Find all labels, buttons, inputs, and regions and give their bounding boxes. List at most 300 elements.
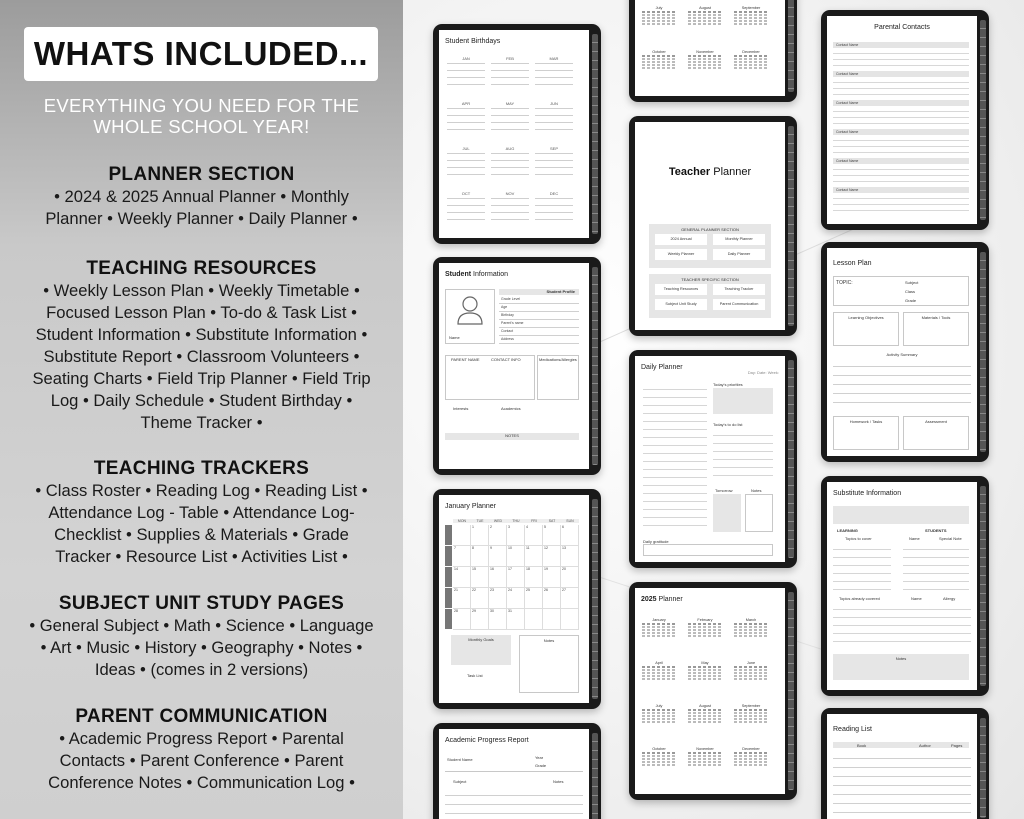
day-dot xyxy=(698,718,701,720)
notes-box xyxy=(745,494,773,532)
mini-calendar xyxy=(641,50,677,69)
day-dot xyxy=(739,632,742,634)
weekday-label: SAT xyxy=(543,519,561,523)
day-dot xyxy=(667,58,670,60)
mini-calendar xyxy=(641,6,677,25)
date-label: Day: Date: Week: xyxy=(747,370,779,375)
write-line xyxy=(447,77,485,78)
contact-line xyxy=(833,175,969,176)
tab-strip xyxy=(788,592,794,790)
day-dot xyxy=(688,666,691,668)
day-dot xyxy=(734,758,737,760)
day-dot xyxy=(672,17,675,19)
day-dots xyxy=(687,623,723,637)
month-label: SEP xyxy=(549,146,558,151)
day-dot xyxy=(662,635,665,637)
day-dot xyxy=(647,669,650,671)
section-line: Planner • Weekly Planner • Daily Planner • xyxy=(45,209,358,228)
day-dot xyxy=(672,632,675,634)
write-line xyxy=(535,115,573,116)
day-dot xyxy=(652,678,655,680)
day-dot xyxy=(749,721,752,723)
day-dot xyxy=(749,623,752,625)
section-line: Substitute Report • Classroom Volunteers • xyxy=(43,347,360,366)
field-label: Birthday xyxy=(501,313,514,317)
day-dot xyxy=(708,675,711,677)
day-dot xyxy=(672,58,675,60)
allergy-label: Allergy xyxy=(943,596,956,601)
day-cell: 15 xyxy=(471,567,489,588)
day-dot xyxy=(759,709,762,711)
nav-button: Subject Unit Study xyxy=(655,299,707,310)
day-dot xyxy=(739,712,742,714)
day-dot xyxy=(657,623,660,625)
day-dot xyxy=(662,17,665,19)
day-dots xyxy=(641,623,677,637)
day-dot xyxy=(713,669,716,671)
day-dot xyxy=(642,61,645,63)
month-name: April xyxy=(655,661,663,665)
day-dot xyxy=(759,632,762,634)
day-dot xyxy=(642,635,645,637)
day-dot xyxy=(713,666,716,668)
mini-calendar xyxy=(641,747,677,766)
day-cell: 11 xyxy=(525,546,543,567)
day-dot xyxy=(662,755,665,757)
contact-line xyxy=(833,181,969,182)
day-dot xyxy=(734,718,737,720)
day-dot xyxy=(642,715,645,717)
month-name: September xyxy=(741,6,761,10)
day-dot xyxy=(667,626,670,628)
section-header: TEACHER SPECIFIC SECTION xyxy=(681,277,739,282)
day-dot xyxy=(698,23,701,25)
day-dot xyxy=(739,666,742,668)
day-dot xyxy=(734,672,737,674)
contact-line xyxy=(833,152,969,153)
day-cell: 17 xyxy=(507,567,525,588)
mini-calendar xyxy=(733,618,769,637)
day-dot xyxy=(652,61,655,63)
day-dot xyxy=(708,709,711,711)
day-dot xyxy=(647,672,650,674)
day-dot xyxy=(749,715,752,717)
day-dot xyxy=(703,761,706,763)
day-dot xyxy=(662,709,665,711)
day-dot xyxy=(759,718,762,720)
day-dot xyxy=(764,635,767,637)
students-label: STUDENTS xyxy=(925,528,947,533)
tab-strip xyxy=(592,34,598,234)
day-dot xyxy=(744,666,747,668)
day-dot xyxy=(744,23,747,25)
day-cell: 2 xyxy=(489,525,507,546)
day-dot xyxy=(662,626,665,628)
tab-strip xyxy=(592,733,598,819)
day-dot xyxy=(693,758,696,760)
day-dot xyxy=(739,672,742,674)
col-label: CONTACT INFO xyxy=(491,357,521,362)
day-dot xyxy=(744,715,747,717)
day-cell: 27 xyxy=(561,588,579,609)
day-dot xyxy=(647,626,650,628)
day-dot xyxy=(764,669,767,671)
day-dot xyxy=(693,17,696,19)
day-dot xyxy=(693,55,696,57)
day-dot xyxy=(739,17,742,19)
day-dot xyxy=(744,61,747,63)
section-line: • Art • Music • History • Geography • Notes • xyxy=(40,638,363,657)
day-dot xyxy=(642,58,645,60)
name-label: Name xyxy=(449,335,460,340)
day-dot xyxy=(667,761,670,763)
day-dot xyxy=(703,718,706,720)
day-dot xyxy=(647,61,650,63)
grade-label: Grade xyxy=(535,763,547,768)
day-dot xyxy=(652,666,655,668)
week-marker xyxy=(445,609,452,629)
col-label: Author xyxy=(919,743,931,748)
day-dot xyxy=(647,635,650,637)
day-dot xyxy=(739,715,742,717)
day-dot xyxy=(662,669,665,671)
subtitle xyxy=(10,95,393,137)
day-dot xyxy=(672,55,675,57)
day-dot xyxy=(672,715,675,717)
day-dot xyxy=(667,623,670,625)
write-line xyxy=(535,160,573,161)
tablet-parental-contacts xyxy=(821,10,989,230)
day-dot xyxy=(744,64,747,66)
field-line xyxy=(499,303,579,304)
write-line xyxy=(491,129,529,130)
section-parent-communication xyxy=(8,705,395,794)
tablet-screen xyxy=(635,0,785,96)
day-dot xyxy=(657,635,660,637)
notes-label: NOTES xyxy=(505,433,519,438)
day-dot xyxy=(703,709,706,711)
day-dot xyxy=(662,58,665,60)
write-line xyxy=(491,122,529,123)
day-dot xyxy=(749,678,752,680)
day-dot xyxy=(688,64,691,66)
day-dot xyxy=(652,626,655,628)
tablet-annual-top xyxy=(629,0,797,102)
assessment-label: Assessment xyxy=(925,419,947,424)
month-label: JUN xyxy=(550,101,558,106)
day-dot xyxy=(688,629,691,631)
day-dot xyxy=(688,672,691,674)
day-dot xyxy=(749,632,752,634)
day-dot xyxy=(662,718,665,720)
write-line xyxy=(447,63,485,64)
mini-calendar xyxy=(733,704,769,723)
write-line xyxy=(491,167,529,168)
day-dot xyxy=(662,14,665,16)
day-dot xyxy=(667,709,670,711)
day-dot xyxy=(672,761,675,763)
day-dot xyxy=(759,11,762,13)
section-line: Conference Notes • Communication Log • xyxy=(48,773,355,792)
day-dot xyxy=(662,23,665,25)
day-dot xyxy=(764,58,767,60)
nav-button: Daily Planner xyxy=(713,249,765,260)
tab-strip xyxy=(592,499,598,699)
section-heading: TEACHING TRACKERS xyxy=(93,458,310,479)
write-line xyxy=(491,153,529,154)
day-dot xyxy=(764,20,767,22)
day-dot xyxy=(652,715,655,717)
day-dot xyxy=(652,635,655,637)
page-heading: Lesson Plan xyxy=(833,260,872,267)
day-dot xyxy=(734,761,737,763)
day-dots xyxy=(641,666,677,680)
topic-label: TOPIC: xyxy=(836,280,853,286)
day-dot xyxy=(693,64,696,66)
day-dot xyxy=(754,623,757,625)
weekday-label: TUE xyxy=(471,519,489,523)
day-cell: 29 xyxy=(471,609,489,630)
day-dot xyxy=(713,678,716,680)
day-dot xyxy=(713,718,716,720)
tablet-teacher-planner xyxy=(629,116,797,336)
tablet-screen xyxy=(827,16,977,224)
day-dot xyxy=(657,675,660,677)
name-label: Name xyxy=(909,536,920,541)
day-dot xyxy=(754,764,757,766)
field-label: Address xyxy=(501,337,514,341)
section-line: • Academic Progress Report • Parental xyxy=(59,729,344,748)
month-name: November xyxy=(696,747,714,751)
contact-line xyxy=(833,198,969,199)
page-title: WHATS INCLUDED... xyxy=(24,27,378,81)
tablet-screen xyxy=(827,482,977,690)
day-dot xyxy=(713,58,716,60)
day-dot xyxy=(713,623,716,625)
day-dot xyxy=(713,61,716,63)
day-dot xyxy=(713,764,716,766)
day-dot xyxy=(718,675,721,677)
mini-calendar xyxy=(733,6,769,25)
day-dot xyxy=(703,635,706,637)
field-label: Grade Level xyxy=(501,297,521,301)
day-dot xyxy=(708,64,711,66)
day-dot xyxy=(698,632,701,634)
write-line xyxy=(491,205,529,206)
tablet-reading-list xyxy=(821,708,989,819)
day-dot xyxy=(749,761,752,763)
day-dot xyxy=(764,712,767,714)
day-dot xyxy=(739,58,742,60)
day-dot xyxy=(698,20,701,22)
day-dot xyxy=(672,20,675,22)
write-line xyxy=(491,84,529,85)
day-dot xyxy=(703,632,706,634)
day-dot xyxy=(744,761,747,763)
day-dot xyxy=(764,678,767,680)
section-line: Ideas • (comes in 2 versions) xyxy=(94,660,309,679)
day-dot xyxy=(739,718,742,720)
day-dot xyxy=(688,669,691,671)
day-dot xyxy=(739,55,742,57)
day-dot xyxy=(759,666,762,668)
day-dot xyxy=(739,626,742,628)
day-dot xyxy=(698,14,701,16)
day-dot xyxy=(657,14,660,16)
day-dot xyxy=(754,709,757,711)
day-dot xyxy=(693,715,696,717)
tab-strip xyxy=(980,486,986,686)
reading-rows xyxy=(833,750,971,819)
day-dot xyxy=(754,721,757,723)
day-dot xyxy=(754,11,757,13)
day-dot xyxy=(693,14,696,16)
day-dot xyxy=(713,752,716,754)
day-dot xyxy=(739,709,742,711)
tab-strip xyxy=(980,718,986,818)
day-dot xyxy=(759,623,762,625)
day-dot xyxy=(693,712,696,714)
write-line xyxy=(491,115,529,116)
tablet-daily-planner xyxy=(629,350,797,568)
day-dot xyxy=(734,678,737,680)
day-dot xyxy=(759,67,762,69)
day-dot xyxy=(764,761,767,763)
day-dot xyxy=(734,626,737,628)
name-label: Name xyxy=(911,596,922,601)
month-name: October xyxy=(652,747,666,751)
day-dot xyxy=(657,58,660,60)
day-cell: 28 xyxy=(453,609,471,630)
day-cell: 23 xyxy=(489,588,507,609)
activity-label: Activity Summary xyxy=(886,352,918,357)
day-dot xyxy=(657,755,660,757)
day-dot xyxy=(759,23,762,25)
day-dot xyxy=(703,14,706,16)
day-dot xyxy=(688,635,691,637)
day-dot xyxy=(754,67,757,69)
day-dot xyxy=(652,632,655,634)
day-dot xyxy=(754,715,757,717)
col-label: Pages xyxy=(951,743,963,748)
day-dot xyxy=(764,709,767,711)
day-dot xyxy=(718,752,721,754)
day-dot xyxy=(749,709,752,711)
day-dot xyxy=(718,67,721,69)
day-dot xyxy=(657,712,660,714)
day-dot xyxy=(759,669,762,671)
day-dot xyxy=(703,623,706,625)
tomorrow-label: Tomorrow xyxy=(715,488,733,493)
notes-label: Notes xyxy=(895,656,907,661)
subtitle-line: WHOLE SCHOOL YEAR! xyxy=(93,116,310,137)
day-dot xyxy=(647,715,650,717)
write-line xyxy=(535,84,573,85)
day-dot xyxy=(764,758,767,760)
day-dot xyxy=(688,61,691,63)
reading-header xyxy=(833,742,969,748)
week-marker xyxy=(445,546,452,566)
day-dot xyxy=(698,672,701,674)
day-dot xyxy=(754,666,757,668)
day-dot xyxy=(749,626,752,628)
day-dot xyxy=(688,758,691,760)
weekday-label: MON xyxy=(453,519,471,523)
day-dot xyxy=(667,17,670,19)
day-dot xyxy=(647,17,650,19)
day-dot xyxy=(657,666,660,668)
day-dot xyxy=(759,17,762,19)
day-dot xyxy=(698,61,701,63)
field-label: Parent's name xyxy=(501,321,524,325)
day-dot xyxy=(744,672,747,674)
day-dot xyxy=(718,17,721,19)
day-dot xyxy=(667,721,670,723)
day-dot xyxy=(672,64,675,66)
month-label: FEB xyxy=(506,56,514,61)
day-dot xyxy=(754,718,757,720)
mini-calendar xyxy=(641,704,677,723)
day-dot xyxy=(652,675,655,677)
day-dot xyxy=(749,718,752,720)
write-line xyxy=(447,153,485,154)
day-dot xyxy=(713,721,716,723)
section-line: Tracker • Resource List • Activities List • xyxy=(55,547,348,566)
contact-line xyxy=(833,88,969,89)
day-dot xyxy=(657,672,660,674)
tablet-2025-planner xyxy=(629,582,797,800)
field-line xyxy=(499,343,579,344)
week-marker xyxy=(445,588,452,608)
day-dot xyxy=(642,709,645,711)
day-dot xyxy=(744,764,747,766)
day-dot xyxy=(647,709,650,711)
tab-strip xyxy=(788,126,794,326)
day-dot xyxy=(642,14,645,16)
day-dot xyxy=(672,721,675,723)
day-dot xyxy=(744,678,747,680)
tablet-january-planner xyxy=(433,489,601,709)
day-dot xyxy=(657,669,660,671)
day-dot xyxy=(764,721,767,723)
day-dot xyxy=(754,14,757,16)
write-line xyxy=(535,205,573,206)
day-dot xyxy=(642,632,645,634)
day-dot xyxy=(652,672,655,674)
month-name: February xyxy=(697,618,713,622)
day-dot xyxy=(759,14,762,16)
day-dot xyxy=(708,755,711,757)
day-dot xyxy=(667,718,670,720)
day-dot xyxy=(708,626,711,628)
write-line xyxy=(447,129,485,130)
day-cell xyxy=(453,525,471,546)
day-dot xyxy=(754,61,757,63)
section-line: Seating Charts • Field Trip Planner • Field Trip xyxy=(32,369,371,388)
contact-header: Contact Name xyxy=(833,187,969,193)
day-dot xyxy=(718,20,721,22)
month-label: APR xyxy=(461,101,471,106)
mini-calendar xyxy=(687,6,723,25)
day-dot xyxy=(734,623,737,625)
day-dot xyxy=(652,17,655,19)
day-dot xyxy=(713,715,716,717)
day-dot xyxy=(764,67,767,69)
day-dot xyxy=(764,755,767,757)
day-dot xyxy=(642,11,645,13)
day-dot xyxy=(703,11,706,13)
write-line xyxy=(535,198,573,199)
